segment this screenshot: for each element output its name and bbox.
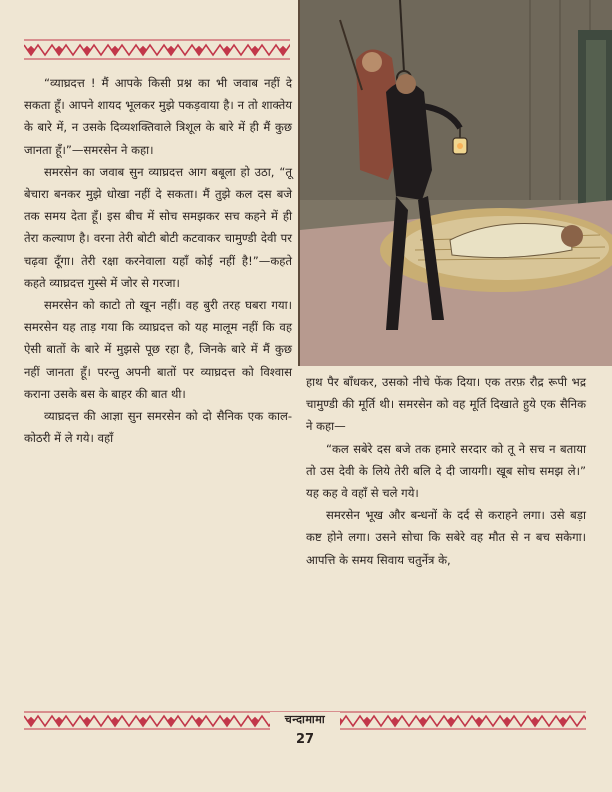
left-paragraph: समरसेन को काटो तो खून नहीं। वह बुरी तरह घबरा गया। समरसेन यह ताड़ गया कि व्याघ्रदत्त को यह मालूम नहीं कि वह ऐसी बातों के बारे में मुझसे पूछ रहा है, जिनके बारे में मैं कुछ नहीं जानता हूँ। परन्तु अपनी बातों पर व्याघ्रदत्त को विश्वास कराना उसके बस के बाहर की बात थी। [24,298,292,401]
magazine-name: चन्दामामा [270,712,340,730]
top-ornament-border [24,38,290,62]
left-column [24,72,292,449]
ornament-border-icon [24,38,290,62]
story-illustration [298,0,612,366]
left-paragraph: “व्याघ्रदत्त ! मैं आपके किसी प्रश्न का भी जवाब नहीं दे सकता हूँ। आपने शायद भूलकर मुझे पकड़वाया है। न तो शाक्तेय के बारे में, न उसके दिव्यशक्तिवाले त्रिशूल के बारे में ही मैं कुछ जानता हूँ।”—समरसेन ने कहा। [24,76,292,157]
right-paragraph: हाथ पैर बाँधकर, उसको नीचे फेंक दिया। एक तरफ़ रौद्र रूपी भद्र चामुण्डी की मूर्ति थी। समरसेन को वह मूर्ति दिखाते हुये एक सैनिक ने कहा— [306,375,586,434]
left-paragraph: व्याघ्रदत्त की आज्ञा सुन समरसेन को दो सैनिक एक काल-कोठरी में ले गये। वहाँ [24,409,292,446]
illustration-icon [300,0,612,366]
page-footer [24,706,586,756]
left-paragraph: समरसेन का जवाब सुन व्याघ्रदत्त आग बबूला हो उठा, “तू बेचारा बनकर मुझे धोखा नहीं दे सकता। मैं तुझे कल दस बजे तक समय देता हूँ। इस बीच में सोच समझकर सच कहने में ही तेरा कल्याण है। वरना तेरी बोटी बोटी कटवाकर चामुण्डी देवी पर चढ़वा दूँगा। तेरी रक्षा करनेवाला यहाँ कोई नहीं है!”—कहते कहते व्याघ्रदत्त गुस्से में जोर से गरजा। [24,164,292,290]
right-paragraph: समरसेन भूख और बन्धनों के दर्द से कराहने लगा। उसे बड़ा कष्ट होने लगा। उसने सोचा कि सबेरे वह मौत से न बच सकेगा। आपत्ति के समय सिवाय चतुर्नेत्र के, [306,508,586,567]
page-number: 27 [295,732,315,747]
right-paragraph: “कल सबेरे दस बजे तक हमारे सरदार को तू ने सच न बताया तो उस देवी के लिये तेरी बलि दे दी जायगी। खूब सोच समझ ले।” यह कह वे वहाँ से चले गये। [306,441,586,501]
right-column [306,371,586,571]
